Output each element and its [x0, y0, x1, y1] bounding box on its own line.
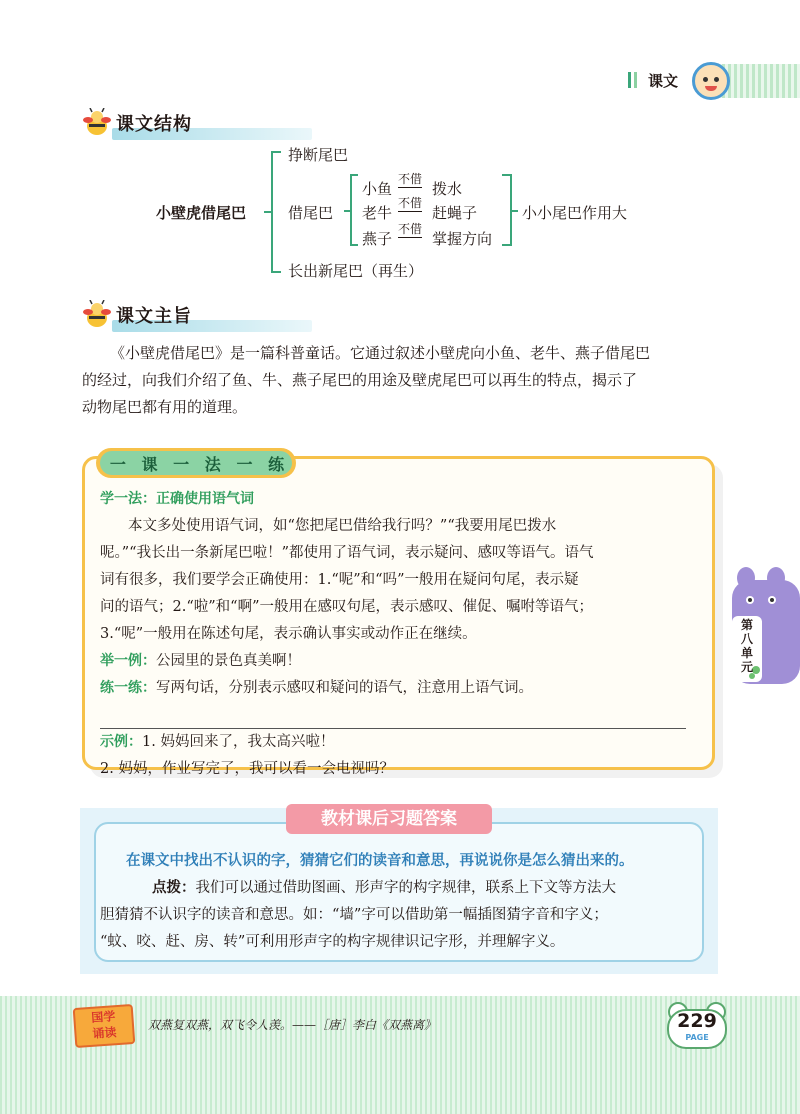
recitation-badge	[73, 1004, 136, 1048]
method-tab-char: 一	[236, 454, 253, 474]
item-verb-3: 不借	[398, 222, 423, 236]
structure-branch-2: 借尾巴	[288, 204, 334, 222]
method-body-line-1: 本文多处使用语气词，如“您把尾巴借给我行吗？”“我要用尾巴拨水	[128, 518, 557, 534]
item-use-3: 掌握方向	[432, 230, 493, 248]
method-body-line-2: 呢。”“我长出一条新尾巴啦！”都使用了语气词，表示疑问、感叹等语气。语气	[100, 545, 594, 561]
page-number: 229	[677, 1010, 717, 1032]
item-animal-1: 小鱼	[362, 180, 393, 198]
method-body-line-4: 问的语气；2.“啦”和“啊”一般用在感叹句尾，表示感叹、催促、嘱咐等语气；	[100, 599, 593, 615]
item-use-1: 拨水	[432, 180, 463, 198]
example-label: 举一例：	[100, 653, 156, 669]
header-section-label: 课文	[648, 72, 679, 90]
method-tab-char: 练	[268, 454, 285, 474]
method-tab-char: 一	[173, 454, 190, 474]
structure-branch-1: 挣断尾巴	[288, 146, 349, 164]
item-use-2: 赶蝇子	[432, 204, 478, 222]
sample-line-1: 1. 妈妈回来了，我太高兴啦！	[142, 734, 335, 750]
method-body-line-5: 3.“呢”一般用在陈述句尾，表示确认事实或动作正在继续。	[100, 626, 477, 642]
structure-branch-3: 长出新尾巴（再生）	[288, 262, 424, 280]
item-verb-1: 不借	[398, 172, 423, 186]
footer-poem: 双燕复双燕，双飞令人羡。——［唐］李白《双燕离》	[148, 1018, 437, 1032]
hint-label: 点拨：	[152, 880, 196, 896]
side-tab-char: 八	[740, 632, 753, 646]
theme-line-3: 动物尾巴都有用的道理。	[82, 398, 248, 416]
practice-text: 写两句话，分别表示感叹和疑问的语气，注意用上语气词。	[156, 680, 533, 696]
hint-line-3: “蚊、咬、赶、房、转”可利用形声字的构字规律识记字形，并理解字义。	[100, 934, 565, 950]
header-bars	[628, 72, 640, 92]
method-tab-char: 一	[109, 454, 126, 474]
side-tab-char: 单	[740, 646, 753, 660]
hint-line-1: 我们可以通过借助图画、形声字的构字规律，联系上下文等方法大	[195, 880, 616, 896]
method-practice	[100, 675, 700, 702]
exercise-question: 在课文中找出不认识的字，猜猜它们的读音和意思，再说说你是怎么猜出来的。	[126, 853, 634, 869]
structure-root: 小壁虎借尾巴	[156, 204, 247, 222]
theme-section-title	[82, 300, 322, 334]
method-body-line-3: 词有很多，我们要学会正确使用：1.“呢”和“吗”一般用在疑问句尾，表示疑	[100, 572, 579, 588]
practice-label: 练一练：	[100, 680, 156, 696]
method-content	[100, 486, 700, 783]
item-verb-2: 不借	[398, 196, 423, 210]
theme-paragraph	[82, 340, 732, 421]
page-word: PAGE	[685, 1033, 709, 1042]
structure-conclusion: 小小尾巴作用大	[522, 204, 628, 222]
badge-bottom: 诵读	[92, 1025, 117, 1041]
theme-title: 课文主旨	[116, 306, 192, 327]
theme-line-2: 的经过，向我们介绍了鱼、牛、燕子尾巴的用途及壁虎尾巴可以再生的特点，揭示了	[82, 371, 638, 389]
side-tab-char: 元	[740, 660, 753, 674]
method-tab	[96, 448, 296, 478]
structure-title: 课文结构	[116, 114, 192, 135]
theme-line-1: 《小壁虎借尾巴》是一篇科普童话。它通过叙述小壁虎向小鱼、老牛、燕子借尾巴	[110, 344, 651, 362]
method-sample	[100, 729, 700, 756]
sample-label: 示例：	[100, 734, 142, 750]
page-number-badge	[664, 1002, 730, 1050]
structure-diagram	[156, 140, 676, 290]
bee-icon	[82, 300, 112, 330]
exercise-title-banner	[286, 804, 492, 834]
method-tab-char: 课	[141, 454, 158, 474]
exercise-title: 教材课后习题答案	[321, 809, 457, 829]
unit-side-tab	[732, 566, 800, 684]
bee-icon	[82, 108, 112, 138]
item-animal-2: 老牛	[362, 204, 393, 222]
hint-line-2: 胆猜猜不认识字的读音和意思。如：“墙”字可以借助第一幅插图猜字音和字义；	[100, 907, 608, 923]
mascot-magnifier-icon	[692, 62, 730, 100]
header-section-tab	[628, 64, 800, 98]
method-learn-label: 学一法：正确使用语气词	[100, 491, 254, 507]
example-text: 公园里的景色真美啊！	[156, 653, 301, 669]
item-animal-3: 燕子	[362, 230, 393, 248]
badge-top: 国学	[90, 1009, 116, 1025]
side-tab-char: 第	[740, 618, 753, 632]
method-example	[100, 648, 700, 675]
method-tab-char: 法	[204, 454, 221, 474]
answer-line	[100, 702, 686, 729]
sample-line-2: 2. 妈妈，作业写完了，我可以看一会电视吗？	[100, 761, 394, 777]
structure-section-title	[82, 108, 322, 142]
exercise-content	[100, 848, 696, 956]
